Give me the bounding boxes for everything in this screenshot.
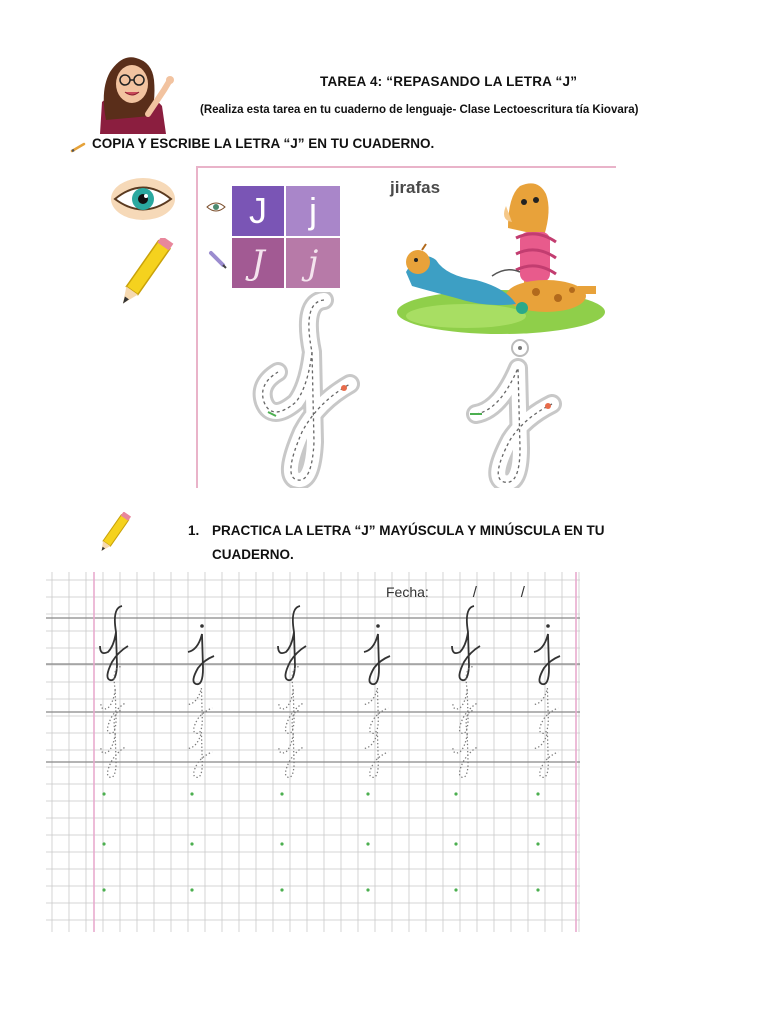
pencil-icon-practice	[96, 512, 132, 556]
trace-letter-dotted	[453, 667, 478, 734]
start-dot	[536, 842, 539, 845]
start-dot	[536, 888, 539, 891]
start-dot	[190, 842, 193, 845]
date-separator-1: /	[472, 584, 477, 601]
date-label: Fecha:	[386, 584, 429, 600]
instruction-practice-line2: CUADERNO.	[212, 547, 294, 562]
guide-letter-upper-j	[278, 606, 306, 680]
start-dot	[536, 792, 539, 795]
eye-icon	[110, 176, 176, 222]
tile-print-upper: J	[232, 186, 284, 236]
guide-letter-upper-j	[452, 606, 480, 680]
page-subtitle: (Realiza esta tarea en tu cuaderno de lenguaje- Clase Lectoescritura tía Kiovara)	[200, 104, 639, 116]
start-dot	[190, 792, 193, 795]
instruction-number: 1.	[188, 523, 200, 538]
start-dot	[454, 792, 457, 795]
tile-cursive-lower: j	[286, 238, 340, 288]
start-dot	[280, 792, 283, 795]
mini-eye-icon	[206, 200, 226, 218]
start-dot	[366, 792, 369, 795]
practice-grid	[46, 572, 580, 932]
start-dot	[102, 792, 105, 795]
start-dot	[366, 888, 369, 891]
start-dot	[280, 888, 283, 891]
trace-cursive-upper-j	[238, 292, 368, 488]
trace-letter-dotted	[189, 732, 212, 777]
trace-letter-dotted	[189, 688, 212, 733]
date-field	[386, 584, 525, 601]
guide-letter-lower-j	[364, 624, 390, 684]
trace-letter-dotted	[365, 732, 388, 777]
trace-letter-dotted	[365, 688, 388, 733]
pencil-icon	[112, 238, 174, 312]
guide-letter-upper-j	[100, 606, 128, 680]
giraffe-illustration	[396, 176, 606, 336]
tile-cursive-upper: J	[232, 238, 284, 288]
small-pencil-icon	[70, 140, 86, 152]
trace-letter-dotted	[535, 732, 558, 777]
guide-letter-lower-j	[534, 624, 560, 684]
trace-cursive-lower-j	[462, 338, 572, 488]
start-dot	[366, 842, 369, 845]
start-dot	[280, 842, 283, 845]
start-dot	[454, 842, 457, 845]
instruction-practice	[188, 519, 668, 567]
trace-letter-dotted	[535, 688, 558, 733]
tile-print-lower: j	[286, 186, 340, 236]
trace-letter-dotted	[279, 667, 304, 734]
instruction-copy: COPIA Y ESCRIBE LA LETRA “J” EN TU CUADERNO.	[92, 136, 435, 151]
start-dot	[454, 888, 457, 891]
start-dot	[102, 888, 105, 891]
instruction-practice-line1: PRACTICA LA LETRA “J” MAYÚSCULA Y MINÚSCULA EN TU	[212, 523, 605, 538]
picture-label: jirafas	[390, 178, 441, 197]
page-title: TAREA 4: “REPASANDO LA LETRA “J”	[320, 74, 578, 89]
mini-pencil-icon	[208, 250, 228, 275]
trace-letter-dotted	[101, 667, 126, 734]
start-dot	[190, 888, 193, 891]
guide-letter-lower-j	[188, 624, 214, 684]
start-dot	[102, 842, 105, 845]
date-separator-2: /	[520, 584, 525, 601]
teacher-avatar	[96, 50, 176, 134]
